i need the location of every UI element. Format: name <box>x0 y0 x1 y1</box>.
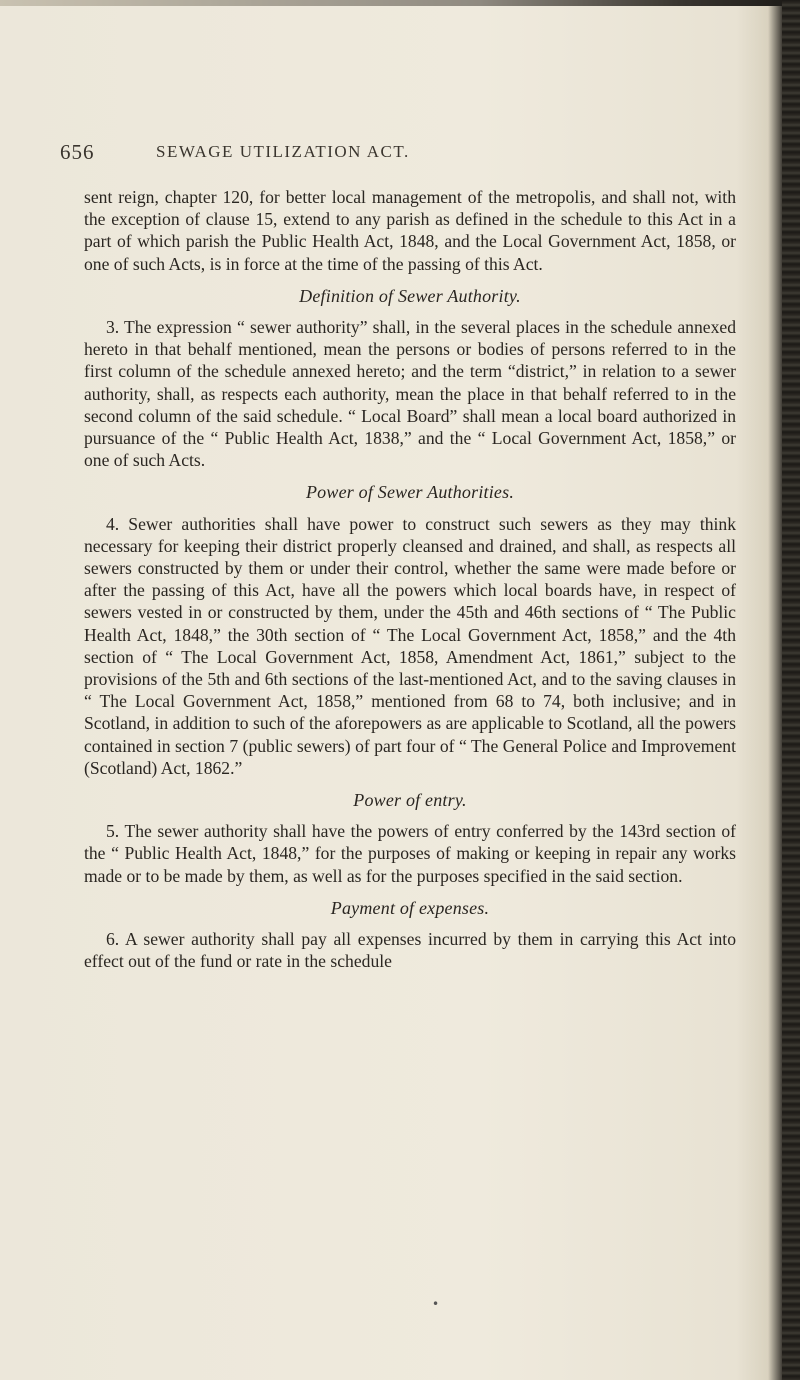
section-paragraph: 4. Sewer authorities shall have power to construct such sewers as they may think necessary for keeping their district properly cleansed and drained, and shall, as respects all sewers constructed by them or under their control, whether the same were made before or after the passing of this Act, have all the powers which local boards have, in respect of sewers vested in or constructed by them, under the 45th and 46th sections of “ The Public Health Act, 1848,” the 30th section of “ The Local Government Act, 1858,” and the 4th section of “ The Local Government Act, 1858, Amendment Act, 1861,” subject to the provisions of the 5th and 6th sections of the last-mentioned Act, and to the saving clauses in “ The Local Government Act, 1858,” mentioned from 68 to 74, both inclusive; and in Scotland, in addition to such of the aforepowers as are applicable to Scotland, all the powers contained in section 7 (public sewers) of part four of “ The General Police and Improvement (Scotland) Act, 1862.” <box>84 513 736 778</box>
body-text <box>84 186 736 973</box>
top-edge <box>0 0 800 6</box>
intro-paragraph: sent reign, chapter 120, for better local management of the metropolis, and shall not, with the exception of clause 15, extend to any parish as defined in the schedule to this Act in a part of which parish the Public Health Act, 1848, and the Local Government Act, 1858, or one of such Acts, is in force at the time of the passing of this Act. <box>84 187 736 274</box>
section-paragraph: 3. The expression “ sewer authority” shall, in the several places in the schedule annexed hereto in that behalf mentioned, mean the persons or bodies of persons referred to in the first column of the schedule annexed hereto; and the term “district,” in relation to a sewer authority, shall, as respects each authority, mean the place in that behalf referred to in the second column of the said schedule. “ Local Board” shall mean a local board authorized in pursuance of the “ Public Health Act, 1838,” and the “ Local Government Act, 1858,” or one of such Acts. <box>84 317 736 471</box>
print-mark: • <box>432 1297 440 1311</box>
page-header <box>60 140 740 174</box>
running-head: SEWAGE UTILIZATION ACT. <box>156 142 410 161</box>
section-paragraph: 6. A sewer authority shall pay all expenses incurred by them in carrying this Act into effect out of the fund or rate in the schedule <box>84 929 736 972</box>
section-heading: Power of entry. <box>353 790 467 811</box>
section-paragraph: 5. The sewer authority shall have the powers of entry conferred by the 143rd section of the “ Public Health Act, 1848,” for the purposes of making or keeping in repair any works made or to be made by them, as well as for the purposes specified in the said section. <box>84 821 736 886</box>
section-heading: Payment of expenses. <box>330 897 490 918</box>
page-number: 656 <box>60 140 95 164</box>
section-heading: Power of Sewer Authorities. <box>305 482 515 503</box>
section-heading: Definition of Sewer Authority. <box>299 285 521 306</box>
book-edge <box>782 0 800 1380</box>
